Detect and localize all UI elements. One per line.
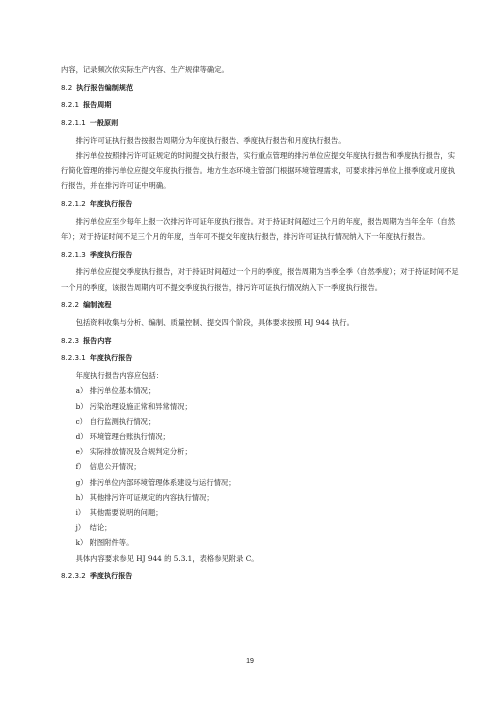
section-heading-8-2-3-1: 8.2.3.1 年度执行报告 — [61, 353, 133, 363]
list-item: h） 其他排污许可证规定的内容执行情况； — [75, 492, 214, 502]
section-heading-8-2-3-2: 8.2.3.2 季度执行报告 — [61, 571, 133, 581]
section-heading-8-2-1-1: 8.2.1.1 一般原则 — [61, 118, 119, 128]
paragraph: 年度执行报告内容应包括： — [75, 371, 164, 381]
section-heading-8-2-1-2: 8.2.1.2 年度执行报告 — [61, 199, 133, 209]
paragraph: 排污许可证执行报告按报告周期分为年度执行报告、季度执行报告和月度执行报告。 — [75, 135, 346, 145]
list-item: g） 排污单位内部环境管理体系建设与运行情况； — [75, 477, 236, 487]
paragraph: 包括资料收集与分析、编制、质量控制、提交四个阶段，具体要求按照 HJ 944 执行。 — [75, 318, 354, 328]
list-item: e） 实际排放情况及合规判定分析； — [75, 447, 192, 457]
paragraph: 具体内容要求参见 HJ 944 的 5.3.1，表格参见附录 C。 — [75, 553, 259, 563]
section-heading-8-2-1-3: 8.2.1.3 季度执行报告 — [61, 249, 133, 259]
page-number: 19 — [246, 658, 254, 665]
paragraph: 排污单位应提交季度执行报告，对于持证时间超过一个月的季度，报告周期为当季全季（自然季度）；对于持证时间不足一个月的季度，该报告周期内可不提交季度执行报告，排污许可证执行情况纳入下一季度执行报告。 — [61, 267, 459, 292]
content-list — [61, 383, 459, 550]
list-item: j） 结论； — [75, 523, 112, 533]
list-item: a） 排污单位基本情况； — [75, 386, 156, 396]
section-heading-8-2-1: 8.2.1 报告周期 — [61, 100, 112, 110]
section-heading-8-2-3: 8.2.3 报告内容 — [61, 335, 112, 345]
list-item: k） 附图附件等。 — [75, 538, 134, 548]
list-item: d） 环境管理台账执行情况； — [75, 431, 170, 441]
paragraph: 内容，记录频次依实际生产内容、生产规律等确定。 — [61, 65, 229, 74]
section-heading-8-2-2: 8.2.2 编制流程 — [61, 300, 112, 310]
list-item: c） 自行监测执行情况； — [75, 416, 156, 426]
paragraph: 排污单位应至少每年上报一次排污许可证年度执行报告。对于持证时间超过三个月的年度，报告周期为当年全年（自然年）；对于持证时间不足三个月的年度，当年可不提交年度执行报告，排污许可证执行情况纳入下一年度执行报告。 — [61, 216, 456, 242]
paragraph: 排污单位按照排污许可证规定的时间提交执行报告，实行重点管理的排污单位应提交年度执行报告和季度执行报告，实行简化管理的排污单位应提交年度执行报告。地方生态环境主管部门根据环境管理需求，可要求排污单位上报季度或月度执行报告，并在排污许可证中明确。 — [61, 151, 456, 191]
list-item: b） 污染治理设施正常和异常情况； — [75, 401, 192, 411]
list-item: i） 其他需要说明的问题； — [75, 507, 163, 517]
list-item: f） 信息公开情况； — [75, 462, 141, 472]
page-body — [61, 62, 459, 586]
section-heading-8-2: 8.2 执行报告编制规范 — [61, 82, 134, 92]
